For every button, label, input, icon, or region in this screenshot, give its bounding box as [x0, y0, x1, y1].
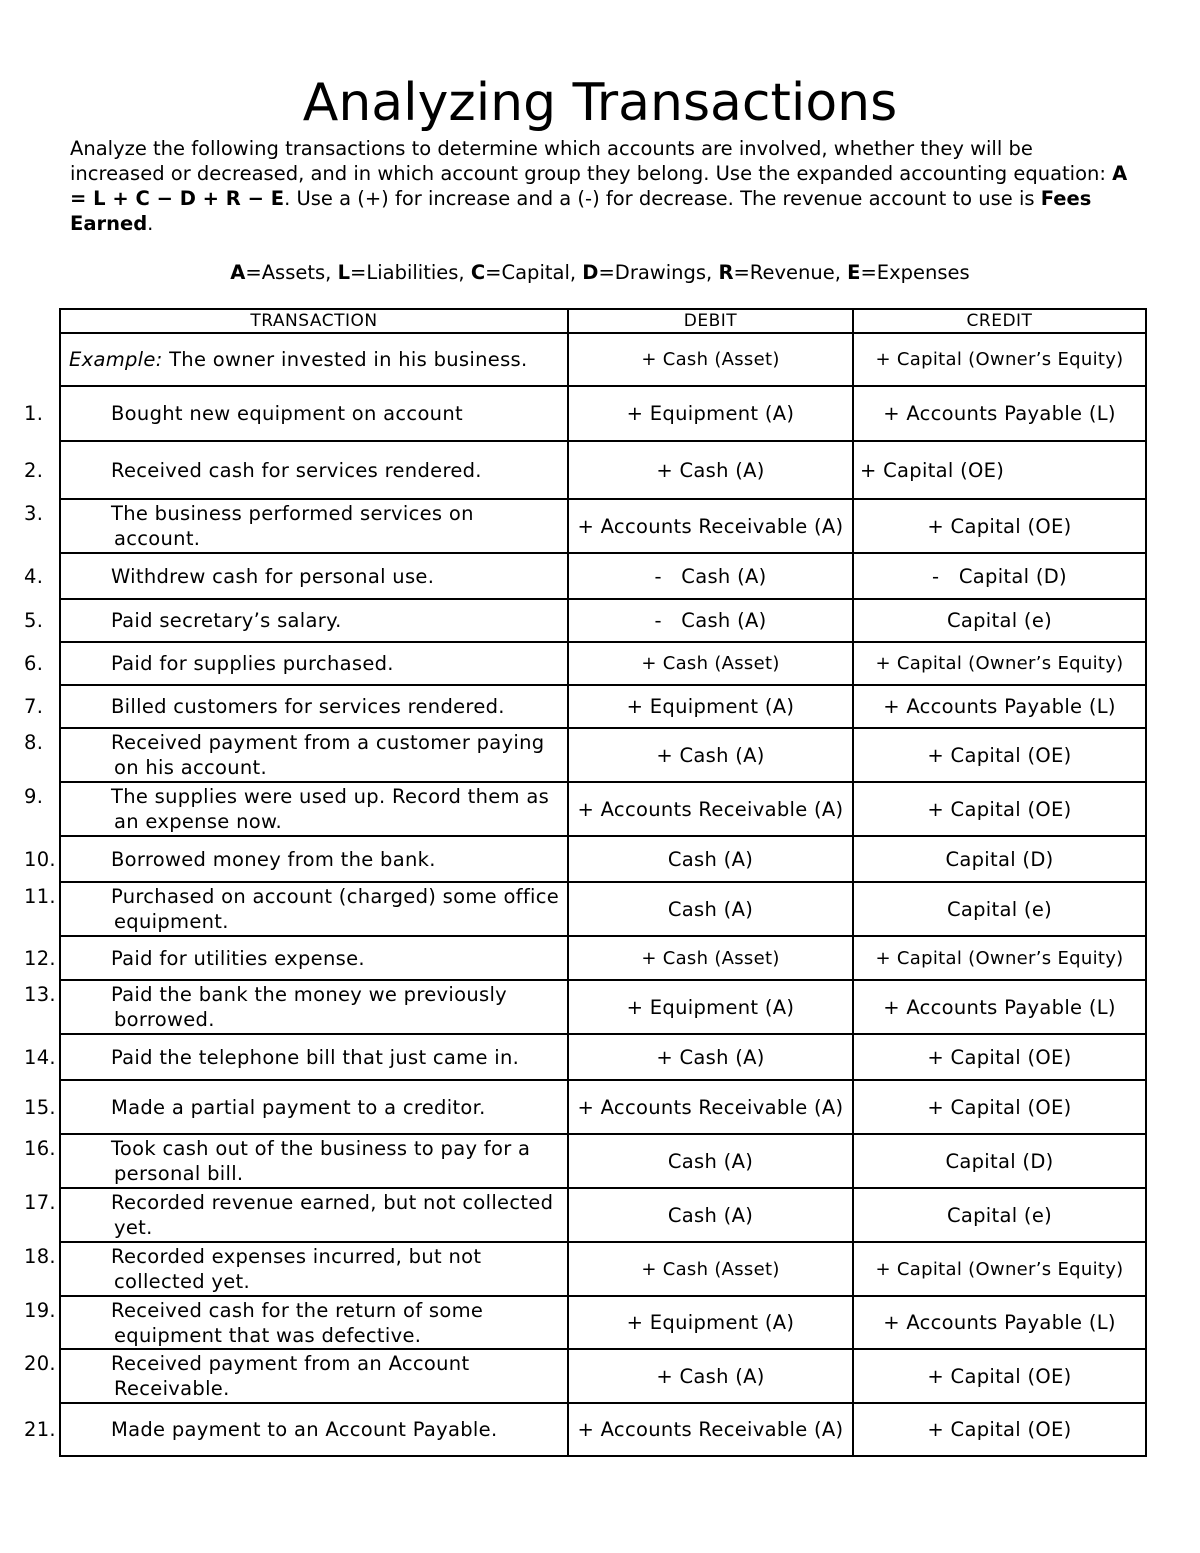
- transaction-number: 15.: [24, 1095, 56, 1119]
- transaction-number: 16.: [24, 1137, 56, 1160]
- table-row: [60, 1349, 1146, 1403]
- debit-cell: + Cash (A): [568, 728, 853, 782]
- credit-cell: + Capital (OE): [853, 728, 1146, 782]
- credit-cell: Capital (e): [853, 1188, 1146, 1242]
- transaction-cell: [24, 1034, 568, 1080]
- table-row: [60, 1080, 1146, 1134]
- legend-key: L: [337, 261, 351, 284]
- credit-cell: + Capital (OE): [853, 441, 1146, 499]
- credit-cell: + Capital (Owner’s Equity): [853, 642, 1146, 685]
- table-row: [60, 685, 1146, 728]
- transaction-description: [24, 694, 561, 719]
- transaction-text: Made a partial payment to a creditor.: [111, 1095, 486, 1119]
- credit-cell: + Accounts Payable (L): [853, 386, 1146, 441]
- transaction-cell: [24, 642, 568, 685]
- transaction-text: Received payment from an Account Receivable.: [111, 1352, 470, 1400]
- legend-label: =Revenue,: [733, 261, 848, 284]
- credit-cell: - Capital (D): [853, 553, 1146, 599]
- transaction-number: 18.: [24, 1245, 56, 1268]
- example-text: The owner invested in his business.: [162, 348, 528, 371]
- abbreviation-legend: [0, 260, 1200, 285]
- table-row: [60, 441, 1146, 499]
- debit-cell: + Equipment (A): [568, 980, 853, 1034]
- transaction-number: 21.: [24, 1418, 56, 1441]
- transaction-number: 3.: [24, 502, 44, 525]
- debit-cell: + Cash (Asset): [568, 1242, 853, 1296]
- credit-cell: Capital (e): [853, 882, 1146, 936]
- transaction-number: 14.: [24, 1045, 56, 1069]
- transaction-description: [24, 1136, 561, 1186]
- legend-label: =Drawings,: [598, 261, 719, 284]
- instructions-part-2: . Use a (+) for increase and a (-) for decrease. The revenue account to use is: [284, 187, 1041, 210]
- table-row: [60, 1296, 1146, 1349]
- table-row: [60, 728, 1146, 782]
- instructions-part-1: Analyze the following transactions to determine which accounts are involved, whether they will be increased or decreased, and in which account group they belong. Use the expanded accounting equation:: [70, 137, 1113, 185]
- transaction-text: Billed customers for services rendered.: [111, 695, 505, 718]
- transaction-text: Bought new equipment on account: [111, 402, 463, 425]
- transaction-cell: [24, 499, 568, 553]
- transaction-cell: [24, 1403, 568, 1456]
- debit-cell: + Cash (Asset): [568, 936, 853, 980]
- transaction-text: Paid for utilities expense.: [111, 946, 365, 970]
- credit-cell: + Accounts Payable (L): [853, 685, 1146, 728]
- transaction-text: Received cash for the return of some equipment that was defective.: [111, 1298, 484, 1347]
- table-row: [60, 980, 1146, 1034]
- transaction-cell: [24, 728, 568, 782]
- transaction-description: [24, 1351, 561, 1401]
- transaction-text: Took cash out of the business to pay for a personal bill.: [111, 1137, 531, 1185]
- page-title: Analyzing Transactions: [302, 73, 898, 133]
- transaction-cell: [24, 441, 568, 499]
- transaction-cell: [24, 882, 568, 936]
- transaction-number: 20.: [24, 1352, 56, 1375]
- credit-cell: + Capital (OE): [853, 1403, 1146, 1456]
- credit-cell: + Capital (Owner’s Equity): [853, 1242, 1146, 1296]
- transaction-number: 9.: [24, 785, 44, 808]
- transaction-number: 4.: [24, 564, 44, 588]
- instructions-part-3: .: [147, 212, 154, 235]
- table-row: [60, 836, 1146, 882]
- credit-cell: + Capital (Owner’s Equity): [853, 936, 1146, 980]
- transaction-description: [24, 946, 561, 971]
- transaction-description: [24, 564, 561, 589]
- credit-cell: Capital (D): [853, 1134, 1146, 1188]
- transaction-description: [24, 982, 561, 1032]
- table-row: [60, 386, 1146, 441]
- debit-cell: + Accounts Receivable (A): [568, 1080, 853, 1134]
- legend-label: =Expenses: [860, 261, 970, 284]
- debit-cell: + Equipment (A): [568, 1296, 853, 1349]
- credit-cell: + Capital (OE): [853, 1349, 1146, 1403]
- transaction-cell: [24, 1296, 568, 1349]
- transaction-description: [24, 730, 561, 780]
- table-row: [60, 882, 1146, 936]
- table-row: [60, 936, 1146, 980]
- transaction-text: Withdrew cash for personal use.: [111, 564, 435, 588]
- transaction-number: 8.: [24, 731, 44, 754]
- debit-cell: + Cash (A): [568, 1349, 853, 1403]
- transaction-number: 19.: [24, 1298, 56, 1322]
- debit-cell: + Equipment (A): [568, 685, 853, 728]
- transaction-cell: [24, 980, 568, 1034]
- credit-cell: + Capital (OE): [853, 1080, 1146, 1134]
- transaction-cell: [24, 836, 568, 882]
- transaction-description: [24, 401, 561, 426]
- transaction-text: The supplies were used up. Record them as an expense now.: [111, 785, 550, 833]
- debit-cell: + Accounts Receivable (A): [568, 499, 853, 553]
- legend-label: =Liabilities,: [350, 261, 471, 284]
- transaction-cell: [24, 1242, 568, 1296]
- example-credit: + Capital (Owner’s Equity): [853, 333, 1146, 386]
- legend-key: C: [470, 261, 486, 284]
- revenue-account-name: Fees Earned: [70, 187, 1092, 235]
- transaction-cell: [24, 782, 568, 836]
- legend-key: R: [718, 261, 734, 284]
- table-row: [60, 642, 1146, 685]
- transaction-description: [24, 1190, 561, 1240]
- transaction-cell: [24, 553, 568, 599]
- transaction-text: Paid for supplies purchased.: [111, 652, 394, 675]
- debit-cell: + Cash (Asset): [568, 642, 853, 685]
- debit-cell: - Cash (A): [568, 599, 853, 642]
- debit-cell: Cash (A): [568, 882, 853, 936]
- legend-key: E: [847, 261, 861, 284]
- debit-cell: - Cash (A): [568, 553, 853, 599]
- transaction-cell: [24, 1080, 568, 1134]
- debit-cell: + Accounts Receivable (A): [568, 782, 853, 836]
- transaction-text: Purchased on account (charged) some office equipment.: [111, 885, 560, 933]
- table-header-row: [60, 309, 1146, 333]
- table-row: [60, 599, 1146, 642]
- transaction-text: Paid the bank the money we previously borrowed.: [111, 983, 507, 1031]
- transaction-number: 1.: [24, 402, 44, 425]
- debit-cell: + Equipment (A): [568, 386, 853, 441]
- debit-cell: + Cash (A): [568, 1034, 853, 1080]
- debit-cell: + Cash (A): [568, 441, 853, 499]
- header-credit: CREDIT: [853, 309, 1146, 333]
- example-row: [60, 333, 1146, 386]
- transaction-number: 2.: [24, 458, 44, 482]
- example-debit: + Cash (Asset): [568, 333, 853, 386]
- transaction-description: [24, 651, 561, 676]
- transaction-text: Recorded revenue earned, but not collected yet.: [111, 1191, 554, 1239]
- transaction-description: [24, 1417, 561, 1442]
- legend-key: D: [582, 261, 599, 284]
- legend-label: =Assets,: [245, 261, 338, 284]
- table-row: [60, 782, 1146, 836]
- transaction-cell: [24, 599, 568, 642]
- transaction-cell: [24, 685, 568, 728]
- credit-cell: + Capital (OE): [853, 499, 1146, 553]
- debit-cell: Cash (A): [568, 1188, 853, 1242]
- credit-cell: + Accounts Payable (L): [853, 1296, 1146, 1349]
- header-debit: DEBIT: [568, 309, 853, 333]
- table-row: [60, 553, 1146, 599]
- transaction-description: [24, 1298, 561, 1348]
- transaction-text: The business performed services on account.: [111, 502, 474, 550]
- transaction-text: Paid secretary’s salary.: [111, 609, 342, 632]
- table-row: [60, 1188, 1146, 1242]
- example-label: Example:: [69, 348, 163, 371]
- transaction-description: [24, 1045, 561, 1070]
- debit-cell: + Accounts Receivable (A): [568, 1403, 853, 1456]
- table-row: [60, 1034, 1146, 1080]
- transaction-text: Recorded expenses incurred, but not collected yet.: [111, 1245, 482, 1293]
- transaction-text: Paid the telephone bill that just came in.: [111, 1045, 520, 1069]
- transaction-description: [24, 458, 561, 483]
- transactions-table: [24, 308, 1147, 1457]
- transaction-number: 12.: [24, 946, 56, 970]
- transaction-text: Received cash for services rendered.: [111, 458, 482, 482]
- debit-cell: Cash (A): [568, 836, 853, 882]
- transaction-description: [24, 501, 561, 551]
- accounting-equation: A = L + C − D + R − E: [70, 162, 1128, 210]
- transaction-description: [24, 784, 561, 834]
- transaction-description: [24, 884, 561, 934]
- header-transaction: TRANSACTION: [60, 309, 568, 333]
- transaction-number: 13.: [24, 983, 56, 1006]
- credit-cell: + Capital (OE): [853, 1034, 1146, 1080]
- instructions: [70, 136, 1130, 236]
- transaction-description: [24, 608, 561, 633]
- transaction-cell: [24, 1349, 568, 1403]
- transaction-description: [24, 1095, 561, 1120]
- transaction-number: 7.: [24, 695, 44, 718]
- transaction-number: 17.: [24, 1191, 56, 1214]
- transaction-description: [24, 847, 561, 872]
- table-row: [60, 1403, 1146, 1456]
- example-transaction: [60, 333, 568, 386]
- transaction-number: 10.: [24, 847, 56, 871]
- credit-cell: Capital (e): [853, 599, 1146, 642]
- transaction-cell: [24, 936, 568, 980]
- transaction-cell: [24, 1134, 568, 1188]
- transaction-description: [24, 1244, 561, 1294]
- legend-label: =Capital,: [485, 261, 583, 284]
- transaction-text: Borrowed money from the bank.: [111, 847, 436, 871]
- credit-cell: + Accounts Payable (L): [853, 980, 1146, 1034]
- transaction-number: 5.: [24, 609, 44, 632]
- transaction-text: Received payment from a customer paying on his account.: [111, 731, 545, 779]
- credit-cell: Capital (D): [853, 836, 1146, 882]
- transaction-cell: [24, 1188, 568, 1242]
- credit-cell: + Capital (OE): [853, 782, 1146, 836]
- legend-key: A: [230, 261, 246, 284]
- debit-cell: Cash (A): [568, 1134, 853, 1188]
- table-row: [60, 1134, 1146, 1188]
- transaction-text: Made payment to an Account Payable.: [111, 1418, 498, 1441]
- transaction-cell: [24, 386, 568, 441]
- transaction-number: 11.: [24, 885, 56, 908]
- table-row: [60, 499, 1146, 553]
- table-row: [60, 1242, 1146, 1296]
- transaction-number: 6.: [24, 652, 44, 675]
